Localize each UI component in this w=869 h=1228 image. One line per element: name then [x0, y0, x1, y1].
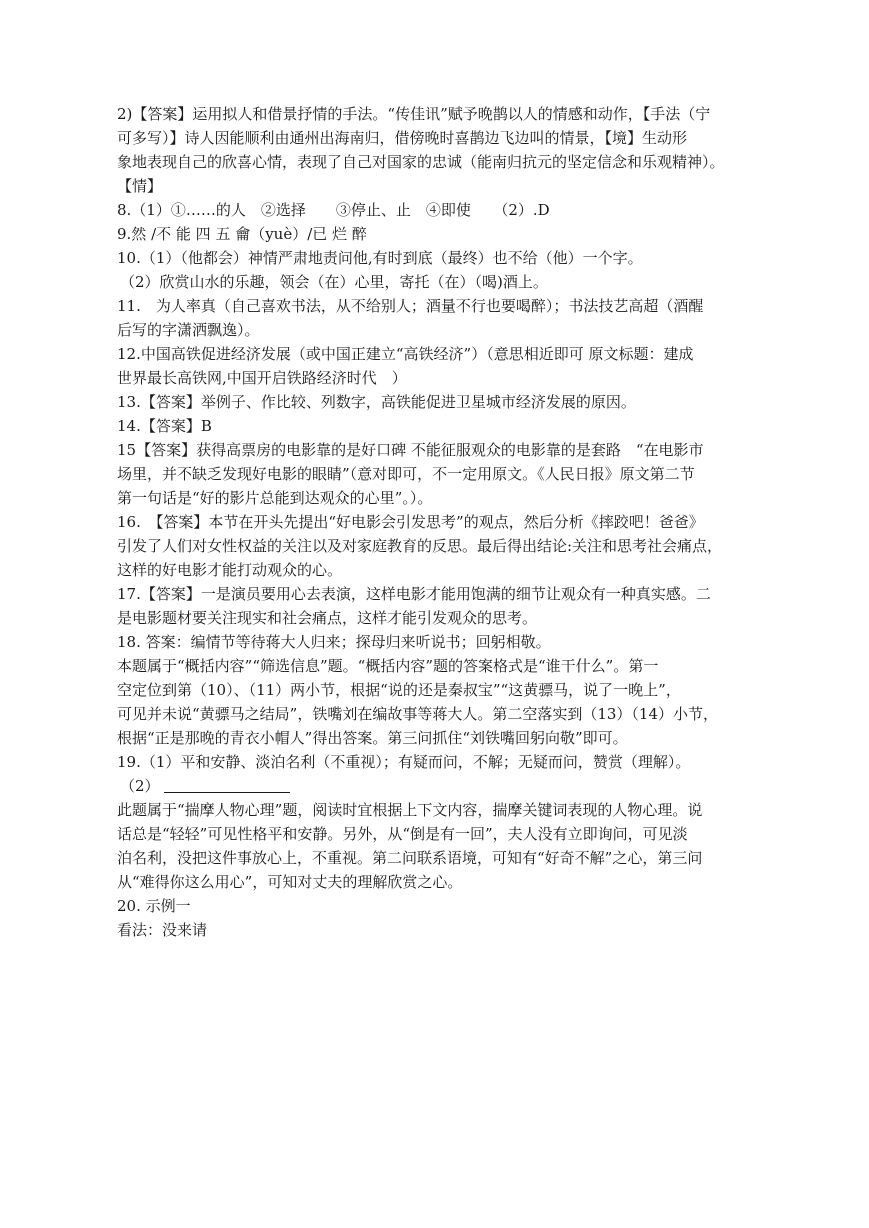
- text-line: 10.（1）（他都会）神情严肃地责问他,有时到底（最终）也不给（他）一个字。: [117, 249, 643, 267]
- text-line-with-blank: [117, 774, 751, 798]
- text-line: 19.（1）平和安静、淡泊名利（不重视）；有疑而问，不解；无疑而问，赞赏（理解）。: [117, 753, 691, 771]
- text-line: 本题属于“概括内容”“筛选信息”题。“概括内容”题的答案格式是“谁干什么”。第一: [117, 657, 659, 675]
- text-line: 泊名利，没把这件事放心上，不重视。第二问联系语境，可知有“好奇不解”之心，第三问: [117, 849, 703, 867]
- text-line: 此题属于“揣摩人物心理”题，阅读时宜根据上下文内容，揣摩关键词表现的人物心理。说: [117, 801, 703, 819]
- item-number: （2）: [120, 777, 160, 795]
- text-line: 世界最长高铁网,中国开启铁路经济时代 ）: [117, 369, 407, 387]
- text-line: 【情】: [117, 177, 163, 195]
- text-line: 从“难得你这么用心”，可知对丈夫的理解欣赏之心。: [117, 873, 463, 891]
- text-line: 话总是“轻轻”可见性格平和安静。另外，从“倒是有一回”，夫人没有立即询问，可见淡: [117, 825, 688, 843]
- text-line: 16. 【答案】本节在开头先提出“好电影会引发思考”的观点，然后分析《摔跤吧！爸爸》: [117, 513, 704, 531]
- text-line: 9.然 /不 能 四 五 龠（yuè）/已 烂 醉: [117, 225, 367, 243]
- text-line: 引发了人们对女性权益的关注以及对家庭教育的反思。最后得出结论:关注和思考社会痛点，: [117, 537, 723, 555]
- text-line: 8.（1）①……的人 ②选择 ③停止、止 ④即使 （2）.D: [117, 201, 550, 219]
- text-line: 18. 答案：编情节等待蒋大人归来；探母归来听说书；回躬相敬。: [117, 633, 551, 651]
- text-line: 可见并未说“黄骠马之结局”，铁嘴刘在编故事等蒋大人。第二空落实到（13）（14）小节，: [117, 705, 719, 723]
- text-line: 13.【答案】举例子、作比较、列数字，高铁能促进卫星城市经济发展的原因。: [117, 393, 636, 411]
- text-line: 场里，并不缺乏发现好电影的眼睛”（意对即可，不一定用原文。《人民日报》原文第二节: [117, 465, 695, 483]
- text-line: 空定位到第（10）、（11）两小节，根据“说的还是秦叔宝”“这黄骠马，说了一晚上”，: [117, 681, 681, 699]
- text-line: 可多写）】诗人因能顺利由通州出海南归，借傍晚时喜鹊边飞边叫的情景，【境】生动形: [117, 129, 688, 147]
- text-line: 是电影题材要关注现实和社会痛点，这样才能引发观众的思考。: [117, 609, 538, 627]
- text-line: 这样的好电影才能打动观众的心。: [117, 561, 343, 579]
- answer-text-block: [117, 102, 751, 942]
- answer-blank-line: [164, 777, 290, 793]
- text-line: 看法：没来请: [117, 921, 208, 939]
- text-line: 象地表现自己的欣喜心情，表现了自己对国家的忠诚（能南归抗元的坚定信念和乐观精神）。: [117, 153, 725, 171]
- text-line: 17.【答案】一是演员要用心去表演，这样电影才能用饱满的细节让观众有一种真实感。二: [117, 585, 711, 603]
- text-line: 15【答案】获得高票房的电影靠的是好口碑 不能征服观众的电影靠的是套路 “在电影市: [117, 441, 704, 459]
- text-line: 11. 为人率真（自己喜欢书法，从不给别人；酒量不行也要喝醉）；书法技艺高超（酒醒: [117, 297, 704, 315]
- text-line: 12.中国高铁促进经济发展（或中国正建立“高铁经济”）（意思相近即可 原文标题：建成: [117, 345, 694, 363]
- text-line: 第一句话是“好的影片总能到达观众的心里”。）。: [117, 489, 433, 507]
- text-line: 后写的字潇洒飘逸）。: [117, 321, 260, 339]
- text-line: 14.【答案】B: [117, 417, 212, 435]
- text-line: 20. 示例一: [117, 897, 191, 915]
- text-line: （2）欣赏山水的乐趣，领会（在）心里，寄托（在）（喝)酒上。: [120, 273, 548, 291]
- text-line: 2)【答案】运用拟人和借景抒情的手法。“传佳讯”赋予晚鹊以人的情感和动作，【手法（宁: [117, 105, 711, 123]
- text-line: 根据“正是那晚的青衣小帽人”得出答案。第三问抓住“刘铁嘴回躬向敬”即可。: [117, 729, 628, 747]
